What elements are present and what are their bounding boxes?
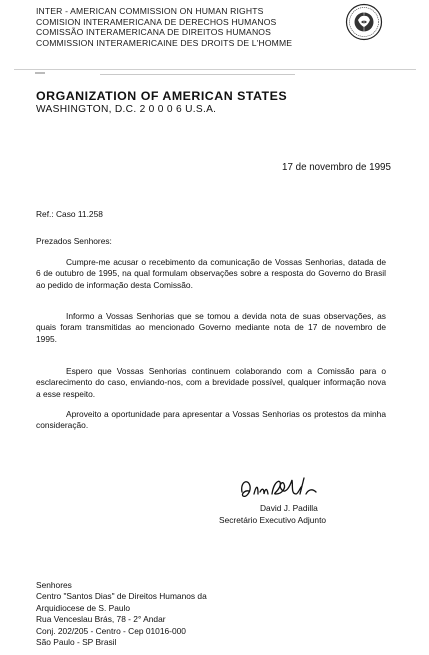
organization-name: ORGANIZATION OF AMERICAN STATES (36, 89, 288, 103)
body-paragraph-3: Espero que Vossas Senhorias continuem colaborando com a Comissão para o esclarecimento do caso, enviando-nos, com a brevidade possível, qualquer informação nova a esse respeito. (36, 366, 386, 399)
header-faint-rule (100, 74, 295, 75)
commission-name-portuguese: COMISSÃO INTERAMERICANA DE DIREITOS HUMANOS (36, 27, 272, 38)
commission-name-french: COMMISSION INTERAMERICAINE DES DROITS DE L'HOMME (36, 37, 293, 48)
signer-name: David J. Padilla (260, 503, 318, 513)
header-divider (14, 69, 416, 70)
oas-seal-icon (345, 3, 383, 41)
addressee-line: Senhores (36, 580, 72, 590)
commission-header (36, 6, 326, 48)
addressee-line: Rua Venceslau Brás, 78 - 2° Andar (36, 614, 166, 625)
commission-name-english: INTER - AMERICAN COMMISSION ON HUMAN RIGHTS (36, 6, 264, 16)
addressee-line: São Paulo - SP Brasil (36, 637, 117, 648)
body-paragraph-1: Cumpre-me acusar o recebimento da comunicação de Vossas Senhorias, datada de 6 de outubro de 1995, na qual formulam observações sobre a resposta do Governo do Brasil ao pedido de informação desta Comissão. (36, 257, 386, 290)
addressee-line: Centro "Santos Dias" de Direitos Humanos da (36, 591, 207, 602)
commission-name-spanish: COMISION INTERAMERICANA DE DERECHOS HUMANOS (36, 16, 277, 27)
handwritten-signature (236, 472, 326, 504)
salutation: Prezados Senhores: (36, 236, 112, 246)
addressee-block (36, 580, 207, 648)
header-mark (35, 72, 45, 74)
organization-address: WASHINGTON, D.C. 2 0 0 0 6 U.S.A. (36, 104, 217, 115)
body-paragraph-2: Informo a Vossas Senhorias que se tomou a devida nota de suas observações, as quais foram transmitidas ao mencionado Governo mediante nota de 17 de novembro de 1995. (36, 311, 386, 344)
addressee-line: Conj. 202/205 - Centro - Cep 01016-000 (36, 625, 186, 636)
case-reference: Ref.: Caso 11.258 (36, 209, 103, 219)
signer-title: Secretário Executivo Adjunto (219, 515, 327, 525)
addressee-line: Arquidiocese de S. Paulo (36, 602, 131, 613)
body-paragraph-4: Aproveito a oportunidade para apresentar a Vossas Senhorias os protestos da minha consideração. (36, 409, 386, 431)
letter-date: 17 de novembro de 1995 (282, 162, 391, 173)
